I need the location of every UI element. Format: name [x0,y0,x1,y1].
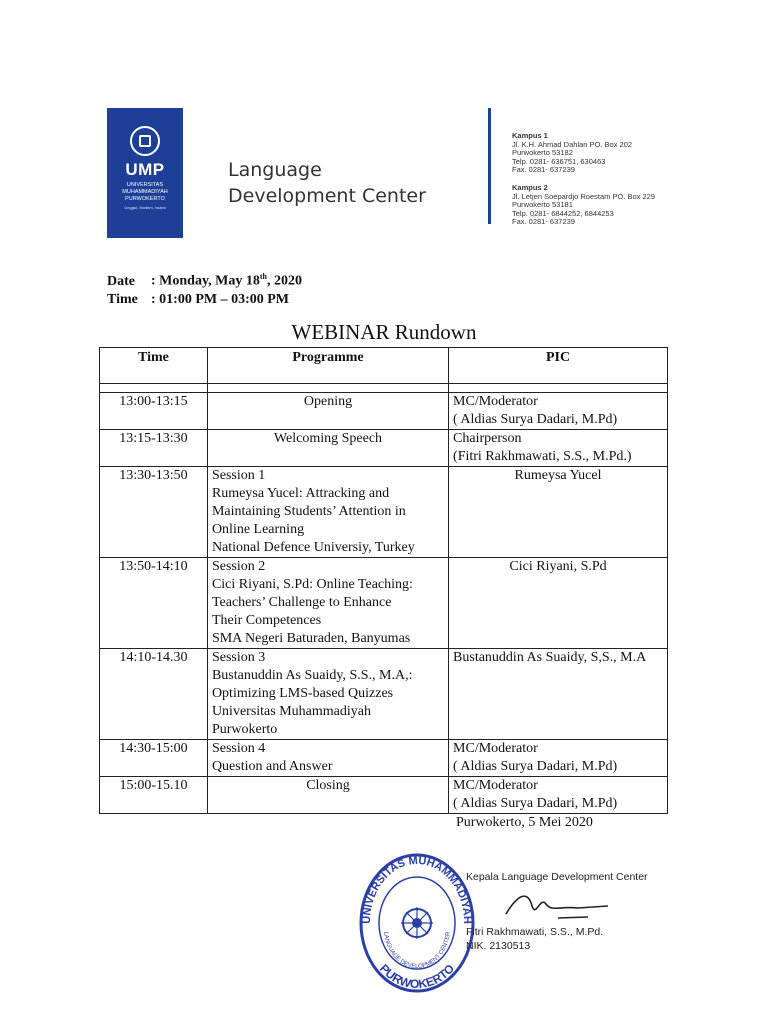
unit-name-line1: Language [228,159,322,181]
programme-line: Universitas Muhammadiyah [211,704,371,719]
document-title: WEBINAR Rundown [291,320,477,344]
campus-addresses [512,132,722,227]
pic-line: ( Aldias Surya Dadari, M.Pd) [453,796,618,811]
cell-time: 13:50-14:10 [100,558,208,649]
date-value-suffix: , 2020 [267,273,303,289]
cell-programme [207,740,448,777]
campus1-line: Fax. 0281- 637239 [512,165,575,175]
cell-pic [449,740,668,777]
logo-line3: PURWOKERTO [125,196,165,202]
pic-line: Rumeysa Yucel [514,468,602,483]
cell-time: 13:30-13:50 [100,467,208,558]
unit-name-line2: Development Center [228,185,426,207]
date-value-suffix-sup: th [259,272,268,281]
logo-abbr: UMP [125,160,165,179]
cell-time: 13:15-13:30 [100,430,208,467]
date-label: Date [107,273,135,289]
programme-line: National Defence Universiy, Turkey [211,540,415,555]
programme-line: Question and Answer [211,759,333,774]
campus1-line: Telp. 0281- 636751, 630463 [512,156,606,166]
pic-line: Cici Riyani, S.Pd [509,559,607,574]
university-stamp [358,852,476,994]
programme-line: SMA Negeri Baturaden, Banyumas [211,631,411,646]
logo-line1: UNIVERSITAS [126,182,164,188]
campus2-line: Jl. Letjen Soepardjo Roestam PO. Box 229 [512,191,655,201]
cell-time: 13:00-13:15 [100,393,208,430]
table-row [100,777,668,814]
programme-line: Optimizing LMS-based Quizzes [211,686,394,701]
table-row [100,740,668,777]
event-meta [107,268,302,309]
logo-line2: MUHAMMADIYAH [122,189,168,195]
cell-programme [207,467,448,558]
pic-line: Chairperson [453,431,522,446]
signatory-nik: NIK. 2130513 [466,940,531,952]
programme-line: Bustanuddin As Suaidy, S.S., M.A,: [211,668,413,683]
campus1-line: Purwokerto 53182 [512,148,573,158]
ump-logo [107,108,183,238]
campus2-line: Fax. 0281- 637239 [512,217,575,227]
programme-line: Welcoming Speech [273,431,383,446]
unit-name [228,157,426,209]
signatory-name: Fitri Rakhmawati, S.S., M.Pd. [466,926,604,938]
pic-line: ( Aldias Surya Dadari, M.Pd) [453,412,618,427]
header-pic: PIC [449,348,668,384]
pic-line: Bustanuddin As Suaidy, S,S., M.A [453,650,647,665]
programme-line: Teachers’ Challenge to Enhance [211,595,392,610]
cell-pic [449,558,668,649]
table-row [100,467,668,558]
cell-time: 14:10-14.30 [100,649,208,740]
date-line [107,268,302,291]
time-value: : 01:00 PM – 03:00 PM [151,291,290,307]
stamp-text-inner-path: LANGUAGE DEVELOPMENT CENTER [382,931,452,971]
programme-line: Their Competences [211,613,322,628]
pic-line: ( Aldias Surya Dadari, M.Pd) [453,759,618,774]
table-row [100,393,668,430]
table-spacer-row [100,384,668,393]
cell-programme [207,777,448,814]
cell-programme [207,558,448,649]
pic-line: (Fitri Rakhmawati, S.S., M.Pd.) [453,449,632,464]
ump-emblem-icon [130,126,160,156]
rundown-table [99,347,668,814]
table-row [100,430,668,467]
signature-scribble [488,884,618,924]
programme-line: Purwokerto [211,722,278,737]
pic-line: MC/Moderator [453,394,538,409]
stamp-text-top-path: UNIVERSITAS MUHAMMADIYAH [360,854,474,925]
place-date: Purwokerto, 5 Mei 2020 [456,815,593,830]
programme-line: Session 4 [211,741,266,756]
logo-university-name [107,182,183,203]
time-line [107,291,302,309]
cell-time: 14:30-15:00 [100,740,208,777]
programme-line: Cici Riyani, S.Pd: Online Teaching: [211,577,413,592]
cell-pic [449,777,668,814]
pic-line: MC/Moderator [453,741,538,756]
cell-programme [207,649,448,740]
stamp-text-bottom-path: PURWOKERTO [376,961,458,992]
letterhead-divider [488,108,491,224]
header-time: Time [100,348,208,384]
cell-pic [449,649,668,740]
campus1-line: Jl. K.H. Ahmad Dahlan PO. Box 202 [512,139,633,149]
cell-time: 15:00-15.10 [100,777,208,814]
programme-line: Closing [306,778,350,793]
cell-pic [449,467,668,558]
signatory-block [466,925,603,953]
time-label: Time [107,291,138,307]
campus2-line: Telp. 0281- 6844252, 6844253 [512,208,614,218]
programme-line: Session 3 [211,650,266,665]
header-programme: Programme [207,348,448,384]
date-value-prefix: : Monday, May 18 [151,273,260,289]
cell-programme [207,393,448,430]
programme-line: Online Learning [211,522,305,537]
cell-pic [449,393,668,430]
programme-line: Session 1 [211,468,266,483]
table-header-row [100,348,668,384]
table-row [100,558,668,649]
stamp-emblem-icon [401,907,433,939]
campus2-title: Kampus 2 [512,182,548,192]
logo-tagline: Unggul, Modern, Islami [124,205,166,210]
signatory-title: Kepala Language Development Center [466,871,648,883]
table-row [100,649,668,740]
cell-pic [449,430,668,467]
programme-line: Maintaining Students’ Attention in [211,504,406,519]
campus2-line: Purwokerto 53181 [512,200,573,210]
cell-programme [207,430,448,467]
programme-line: Session 2 [211,559,266,574]
programme-line: Opening [303,394,353,409]
pic-line: MC/Moderator [453,778,538,793]
programme-line: Rumeysa Yucel: Attracking and [211,486,390,501]
campus1-title: Kampus 1 [512,131,548,140]
